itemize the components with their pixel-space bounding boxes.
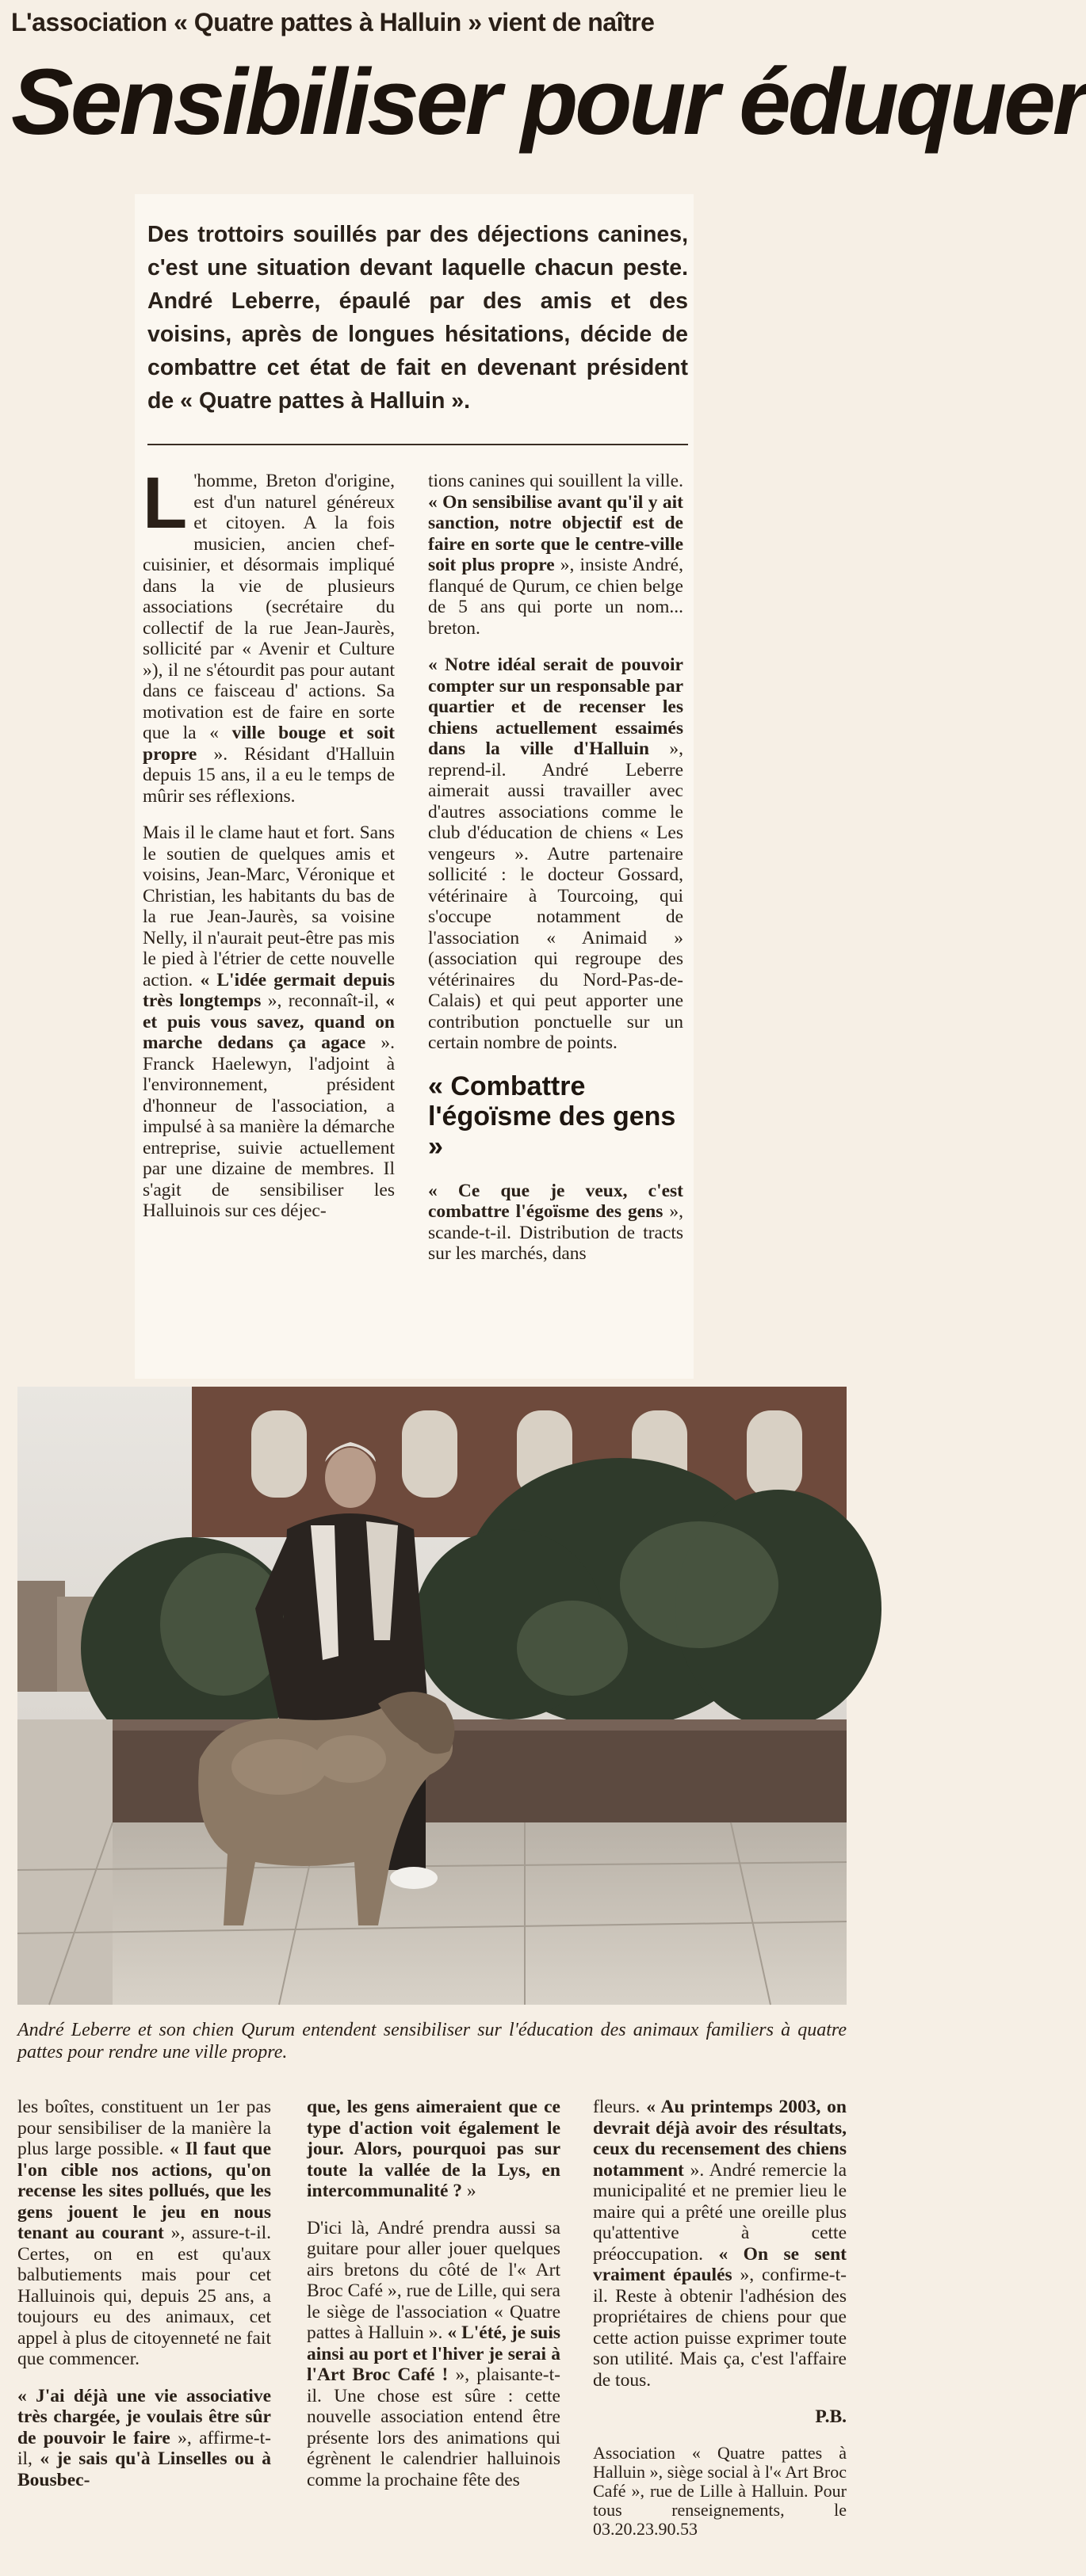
text-column-5 [593, 2097, 847, 2555]
paragraph: tions canines qui souillent la ville. « On sensibilise avant qu'il y ait sanction, notre objectif est de faire en sorte que le centre-ville soit plus propre », insiste André, flanqué de Qurum, ce chien belge de 5 ans qui porte un nom... breton. [428, 471, 683, 639]
text-column-4 [307, 2097, 560, 2506]
photo-caption: André Leberre et son chien Qurum entendent sensibiliser sur l'éducation des animaux familiers à quatre pattes pour rendre une ville propre. [17, 2020, 847, 2063]
text-column-3 [17, 2097, 271, 2506]
kicker: L'association « Quatre pattes à Halluin » vient de naître [11, 8, 655, 36]
article-photo [17, 1387, 847, 2005]
paragraph: « Notre idéal serait de pouvoir compter sur un responsable par quartier et de recenser les chiens actuellement essaimés dans la ville d'Halluin », reprend-il. André Leberre aimerait aussi travailler avec d'autres associations comme le club d'éducation de chiens « Les vengeurs ». Autre partenaire sollicité : le docteur Gossard, vétérinaire à Tourcoing, qui s'occupe notamment de l'association « Animaid » (association qui regroupe des vétérinaires du Nord-Pas-de-Calais) et qui peut apporter une contribution ponctuelle sur un certain nombre de points. [428, 654, 683, 1053]
paragraph: D'ici là, André prendra aussi sa guitare pour aller jouer quelques airs bretons du côté de l'« Art Broc Café », rue de Lille, qui sera le siège de l'association « Quatre pattes à Halluin ». « L'été, je suis ainsi au port et l'hiver je serai à l'Art Broc Café ! », plaisante-t-il. Une chose est sûre : cette nouvelle association entend être présente lors des animations qui égrènent le calendrier halluinois comme la prochaine fête des [307, 2217, 561, 2490]
headline: Sensibiliser pour éduquer [11, 50, 1086, 155]
drop-cap: L [143, 463, 188, 544]
text-column-2 [428, 471, 683, 1280]
lead-divider [147, 444, 688, 445]
paragraph: les boîtes, constituent un 1er pas pour sensibiliser de la manière la plus large possible. « Il faut que l'on cible nos actions, qu'on recense les sites pollués, que les gens jouent le jeu en nous tenant au courant », assure-t-il. Certes, on en est qu'aux balbutiements mais pour cet Halluinois qui, depuis 25 ans, a toujours eu des animaux, cet appel à plus de citoyenneté ne fait que commencer. [17, 2097, 272, 2369]
paragraph: que, les gens aimeraient que ce type d'action voit également le jour. Alors, pourquoi pas sur toute la vallée de la Lys, en intercommunalité ? » [307, 2097, 560, 2201]
paragraph: L 'homme, Breton d'origine, est d'un naturel généreux et citoyen. A la fois musicien, ancien chef-cuisinier, et désormais impliqué dans la vie de plusieurs associations (secrétaire du collectif de la rue Jean-Jaurès, sollicité par « Avenir et Culture »), il ne s'étourdit pas pour autant dans ce faisceau d' actions. Sa motivation est de faire en sorte que la « ville bouge et soit propre ». Résidant d'Halluin depuis 15 ans, il a eu le temps de mûrir ses réflexions. [143, 463, 396, 807]
paragraph: « J'ai déjà une vie associative très chargée, je voulais être sûr de pouvoir le faire », affirme-t-il, « je sais qu'à Linselles ou à Bousbec- [17, 2385, 271, 2490]
lead-paragraph: Des trottoirs souillés par des déjections canines, c'est une situation devant laquelle chacun peste. André Leberre, épaulé par des amis et des voisins, après de longues hésitations, décide de combattre cet état de fait en devenant président de « Quatre pattes à Halluin ». [147, 222, 688, 414]
association-info: Association « Quatre pattes à Halluin », siège social à l'« Art Broc Café », rue de Lille à Halluin. Pour tous renseignements, le 03.20.23.90.53 [593, 2442, 847, 2539]
text-column-1 [143, 463, 396, 1238]
author-signature: P.B. [815, 2406, 847, 2427]
paragraph: « Ce que je veux, c'est combattre l'égoïsme des gens », scande-t-il. Distribution de tracts sur les marchés, dans [428, 1180, 683, 1264]
paragraph: fleurs. « Au printemps 2003, on devrait déjà avoir des résultats, ceux du recensement des chiens notamment ». André remercie la municipalité et ne premier lieu le maire qui a prêté une oreille plus qu'attentive à cette préoccupation. « On se sent vraiment épaulés », confirme-t-il. Reste à obtenir l'adhésion des propriétaires de chiens pour que cette action puisse exprimer toute son utilité. Mais ça, c'est l'affaire de tous. [593, 2097, 847, 2391]
photo-illustration [17, 1387, 847, 2005]
subheading: « Combattre l'égoïsme des gens » [428, 1070, 676, 1162]
paragraph: Mais il le clame haut et fort. Sans le soutien de quelques amis et voisins, Jean-Marc, Véronique et Christian, les habitants du bas de la rue Jean-Jaurès, sa voisine Nelly, il n'aurait peut-être pas mis le pied à l'étrier de cette nouvelle action. « L'idée germait depuis très longtemps », reconnaît-il, « et puis vous savez, quand on marche dedans ça agace ». Franck Haelewyn, l'adjoint à l'environnement, président d'honneur de l'association, a impulsé à sa manière la démarche entreprise, suivie actuellement par une dizaine de membres. Il s'agit de sensibiliser les Halluinois sur ces déjec- [143, 822, 396, 1221]
